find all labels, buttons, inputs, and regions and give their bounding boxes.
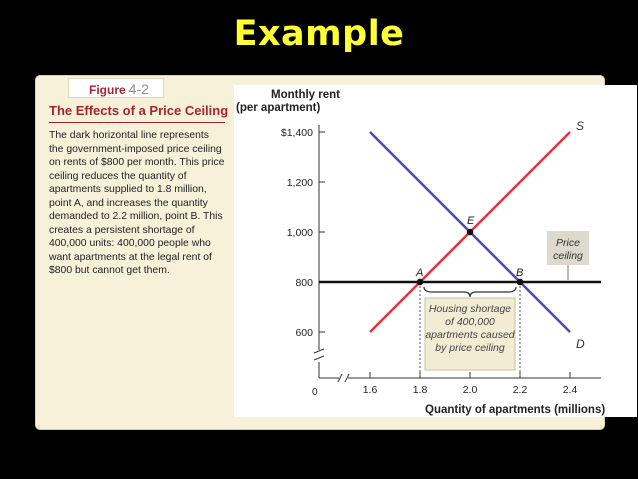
slide-title: Example	[233, 14, 405, 54]
shortage-label-line: Housing shortage	[428, 303, 512, 315]
chart-svg	[234, 85, 637, 417]
shortage-label-line: of 400,000	[445, 316, 495, 328]
point-label-a: A	[416, 267, 424, 279]
y-tick-label: $1,400	[280, 127, 313, 139]
x-tick-label: 2.0	[462, 384, 478, 396]
x-tick-label: 1.8	[412, 384, 428, 396]
point-label-b: B	[516, 267, 524, 279]
series-label-s: S	[576, 119, 585, 133]
y-tick-label: 1,200	[286, 177, 313, 189]
y-axis-label-line2: (per apartment)	[236, 102, 321, 114]
point-label-e: E	[467, 215, 475, 227]
point-e	[467, 229, 474, 236]
chart	[234, 85, 637, 417]
shortage-label-line: apartments caused	[425, 329, 515, 341]
shortage-bracket	[424, 287, 516, 297]
figure-label: Figure	[89, 83, 126, 97]
y-tick-label: 600	[295, 327, 313, 339]
x-tick-label: 1.6	[362, 384, 378, 396]
title-rule	[49, 122, 225, 123]
origin-label: 0	[312, 387, 318, 398]
series-label-d: D	[576, 337, 585, 351]
shortage-label-line: by price ceiling	[435, 342, 505, 354]
figure-title: The Effects of a Price Ceiling	[49, 103, 229, 118]
figure-panel	[35, 75, 605, 430]
x-axis-break	[338, 374, 349, 382]
y-axis-break	[314, 349, 324, 360]
price-ceiling-label-line1: Price	[556, 237, 580, 249]
figure-number: 4-2	[128, 81, 149, 97]
y-tick-label: 1,000	[286, 227, 313, 239]
x-axis-label: Quantity of apartments (millions)	[425, 404, 606, 416]
figure-description: The dark horizontal line represents the government-imposed price ceiling on rents of $800 per month. This price ceiling reduces the quantity of apartments supplied to 1.8 million, point A, and increases the quantity demanded to 2.2 million, point B. This creates a persistent shortage of 400,000 units: 400,000 people who want apartments at the legal rent of $800 but cannot get them.	[49, 130, 225, 276]
figure-tab	[68, 78, 164, 98]
x-tick-label: 2.4	[562, 384, 578, 396]
x-tick-label: 2.2	[512, 384, 528, 396]
point-a	[417, 279, 424, 286]
price-ceiling-label-line2: ceiling	[553, 250, 583, 262]
y-axis-label-line1: Monthly rent	[271, 89, 340, 101]
y-tick-label: 800	[295, 277, 313, 289]
point-b	[517, 279, 524, 286]
